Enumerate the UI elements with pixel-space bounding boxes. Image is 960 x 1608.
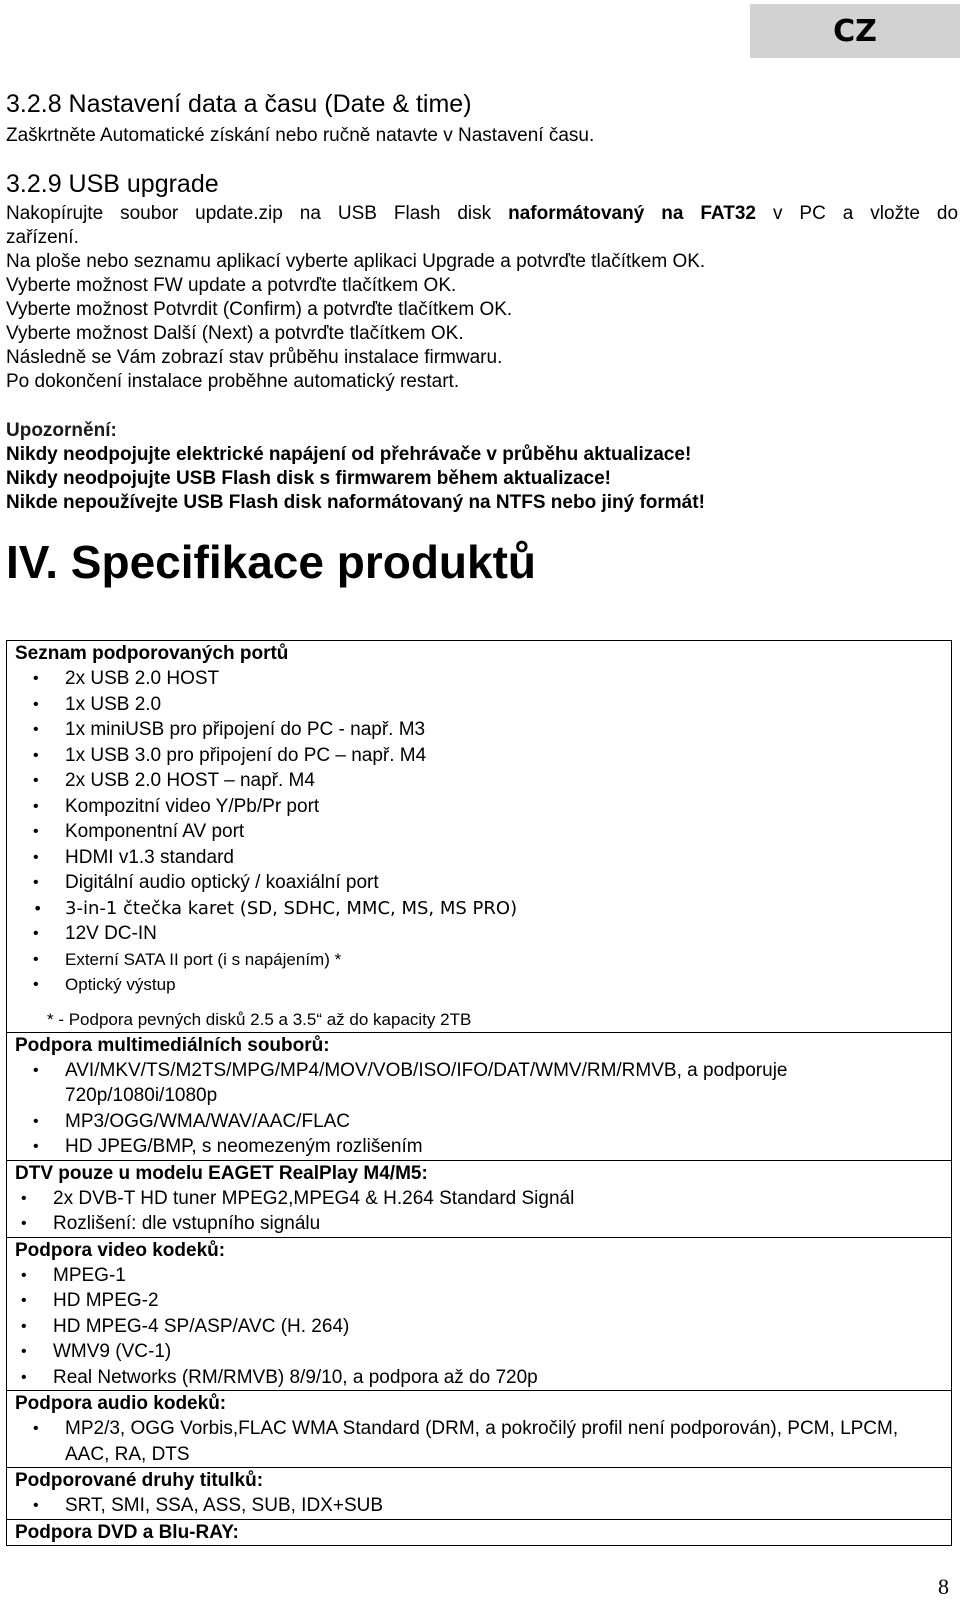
list-item: • Externí SATA II port (i s napájením) *: [15, 947, 943, 973]
subtitles-list: [15, 1493, 943, 1519]
warning-line: Nikde nepoužívejte USB Flash disk naformátovaný na NTFS nebo jiný formát!: [6, 492, 705, 513]
list-item: • 2x DVB-T HD tuner MPEG2,MPEG4 & H.264 Standard Signál: [15, 1186, 943, 1212]
chapter-heading: IV. Specifikace produktů: [6, 536, 537, 588]
list-item: • MP3/OGG/WMA/WAV/AAC/FLAC: [15, 1109, 943, 1135]
usb-upgrade-line-1d: zařízení.: [6, 227, 79, 248]
dtv-title: DTV pouze u modelu EAGET RealPlay M4/M5:: [15, 1162, 428, 1184]
section-title-date-time: 3.2.8 Nastavení data a času (Date & time): [6, 90, 472, 118]
spec-block-video: [7, 1237, 951, 1391]
usb-upgrade-step: Vyberte možnost Další (Next) a potvrďte tlačítkem OK.: [6, 323, 464, 344]
usb-upgrade-line-1b: naformátovaný na FAT32: [508, 203, 756, 224]
list-item: • 1x USB 3.0 pro připojení do PC – např. M4: [15, 743, 943, 769]
dvd-title: Podpora DVD a Blu-RAY:: [15, 1521, 239, 1543]
usb-upgrade-step: Na ploše nebo seznamu aplikací vyberte aplikaci Upgrade a potvrďte tlačítkem OK.: [6, 251, 706, 272]
spec-block-subtitles: [7, 1467, 951, 1519]
usb-upgrade-step: Vyberte možnost FW update a potvrďte tlačítkem OK.: [6, 275, 457, 296]
section-title-usb-upgrade: 3.2.9 USB upgrade: [6, 170, 219, 198]
audio-list: [15, 1416, 943, 1467]
list-item: • Digitální audio optický / koaxiální port: [15, 870, 943, 896]
list-item: • HDMI v1.3 standard: [15, 845, 943, 871]
spec-block-media: [7, 1032, 951, 1160]
video-title: Podpora video kodeků:: [15, 1239, 226, 1261]
warning-title: Upozornění:: [6, 420, 117, 441]
list-item: • MPEG-1: [15, 1263, 943, 1289]
dtv-list: [15, 1186, 943, 1237]
ports-list: [15, 666, 943, 998]
warning-line: Nikdy neodpojujte USB Flash disk s firmwarem během aktualizace!: [6, 468, 612, 489]
list-item: • 3-in-1 čtečka karet (SD, SDHC, MMC, MS, MS PRO): [15, 896, 943, 922]
list-item: • WMV9 (VC-1): [15, 1339, 943, 1365]
spec-block-dvd: [7, 1519, 951, 1545]
document-body: [6, 88, 958, 591]
usb-upgrade-step: Vyberte možnost Potvrdit (Confirm) a potvrďte tlačítkem OK.: [6, 299, 513, 320]
section-text-date-time: Zaškrtněte Automatické získání nebo ručně natavte v Nastavení času.: [6, 125, 595, 146]
list-item: • Optický výstup: [15, 972, 943, 998]
list-item: • AVI/MKV/TS/M2TS/MPG/MP4/MOV/VOB/ISO/IFO/DAT/WMV/RM/RMVB, a podporuje 720p/1080i/1080p: [15, 1058, 943, 1109]
spec-table: [6, 640, 952, 1546]
page-number: 8: [938, 1574, 949, 1599]
list-item: • 12V DC-IN: [15, 921, 943, 947]
media-list: [15, 1058, 943, 1160]
list-item: • 2x USB 2.0 HOST: [15, 666, 943, 692]
usb-upgrade-step: Po dokončení instalace proběhne automatický restart.: [6, 371, 460, 392]
media-title: Podpora multimediálních souborů:: [15, 1034, 330, 1056]
list-item: • SRT, SMI, SSA, ASS, SUB, IDX+SUB: [15, 1493, 943, 1519]
list-item: • 2x USB 2.0 HOST – např. M4: [15, 768, 943, 794]
usb-upgrade-step: Následně se Vám zobrazí stav průběhu instalace firmwaru.: [6, 347, 503, 368]
list-item: • 1x miniUSB pro připojení do PC - např. M3: [15, 717, 943, 743]
ports-title: Seznam podporovaných portů: [15, 643, 289, 664]
list-item: • HD MPEG-2: [15, 1288, 943, 1314]
list-item: • 1x USB 2.0: [15, 692, 943, 718]
ports-note: * - Podpora pevných disků 2.5 a 3.5“ až do kapacity 2TB: [47, 1009, 472, 1029]
list-item: • MP2/3, OGG Vorbis,FLAC WMA Standard (DRM, a pokročilý profil není podporován), PCM, LPCM, AAC, RA, DTS: [15, 1416, 943, 1467]
audio-title: Podpora audio kodeků:: [15, 1393, 227, 1414]
usb-upgrade-line-1a: Nakopírujte soubor update.zip na USB Flash disk: [6, 203, 509, 224]
language-badge: CZ: [750, 4, 960, 58]
spec-block-dtv: [7, 1160, 951, 1237]
list-item: • Rozlišení: dle vstupního signálu: [15, 1211, 943, 1237]
spec-block-ports: [7, 641, 951, 1032]
usb-upgrade-line-1c: v PC a vložte do: [756, 203, 959, 224]
subtitles-title: Podporované druhy titulků:: [15, 1470, 264, 1491]
list-item: • Real Networks (RM/RMVB) 8/9/10, a podpora až do 720p: [15, 1365, 943, 1391]
usb-upgrade-line-1: [6, 202, 958, 226]
list-item: • Komponentní AV port: [15, 819, 943, 845]
video-list: [15, 1263, 943, 1391]
list-item: • Kompozitní video Y/Pb/Pr port: [15, 794, 943, 820]
list-item: • HD JPEG/BMP, s neomezeným rozlišením: [15, 1134, 943, 1160]
spec-block-audio: [7, 1390, 951, 1467]
list-item: • HD MPEG-4 SP/ASP/AVC (H. 264): [15, 1314, 943, 1340]
warning-line: Nikdy neodpojujte elektrické napájení od přehrávače v průběhu aktualizace!: [6, 444, 692, 465]
